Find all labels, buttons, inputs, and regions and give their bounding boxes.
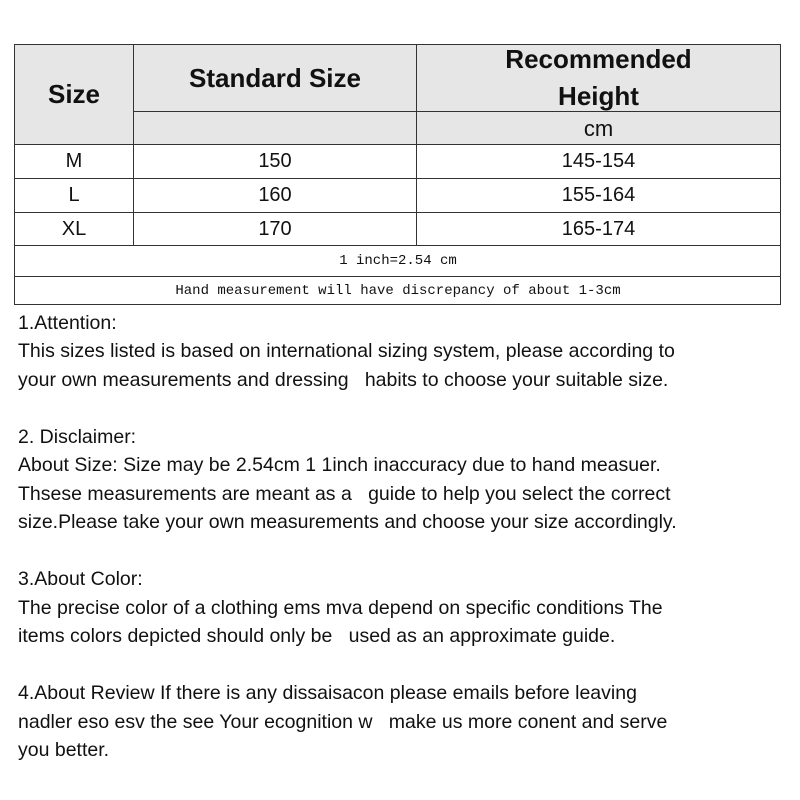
note-line: This sizes listed is based on international sizing system, please according to <box>18 340 675 362</box>
note-line: 2. Disclaimer: <box>18 426 137 448</box>
note-line: 3.About Color: <box>18 568 143 590</box>
note-line: Thsese measurements are meant as a guide to help you select the correct <box>18 483 671 505</box>
note-line: you better. <box>18 739 110 761</box>
conversion-note: 1 inch=2.54 cm <box>15 246 781 277</box>
note-line: your own measurements and dressing habits to choose your suitable size. <box>18 369 669 391</box>
size-chart-table <box>14 44 781 305</box>
note-line: 4.About Review If there is any dissaisacon please emails before leaving <box>18 682 637 704</box>
note-line: 1.Attention: <box>18 312 117 334</box>
row-height: 165-174 <box>417 213 781 246</box>
note-line: About Size: Size may be 2.54cm 1 1inch inaccuracy due to hand measuer. <box>18 454 661 476</box>
row-standard: 150 <box>134 145 417 179</box>
row-size: M <box>15 145 134 179</box>
row-size: XL <box>15 213 134 246</box>
unit-standard <box>134 112 417 145</box>
discrepancy-note: Hand measurement will have discrepancy of about 1-3cm <box>175 283 621 299</box>
header-standard-size: Standard Size <box>134 45 417 112</box>
row-height: 145-154 <box>417 145 781 179</box>
note-line: The precise color of a clothing ems mva depend on specific conditions The <box>18 597 663 619</box>
note-line: size.Please take your own measurements and choose your size accordingly. <box>18 511 677 533</box>
row-size: L <box>15 179 134 213</box>
header-recommended-height: Recommended Height <box>417 45 781 112</box>
header-size: Size <box>15 45 134 145</box>
row-standard: 170 <box>134 213 417 246</box>
row-standard: 160 <box>134 179 417 213</box>
unit-height: cm <box>417 112 781 145</box>
note-line: nadler eso esv the see Your ecognition w make us more conent and serve <box>18 711 668 733</box>
note-line: items colors depicted should only be used as an approximate guide. <box>18 625 616 647</box>
row-height: 155-164 <box>417 179 781 213</box>
